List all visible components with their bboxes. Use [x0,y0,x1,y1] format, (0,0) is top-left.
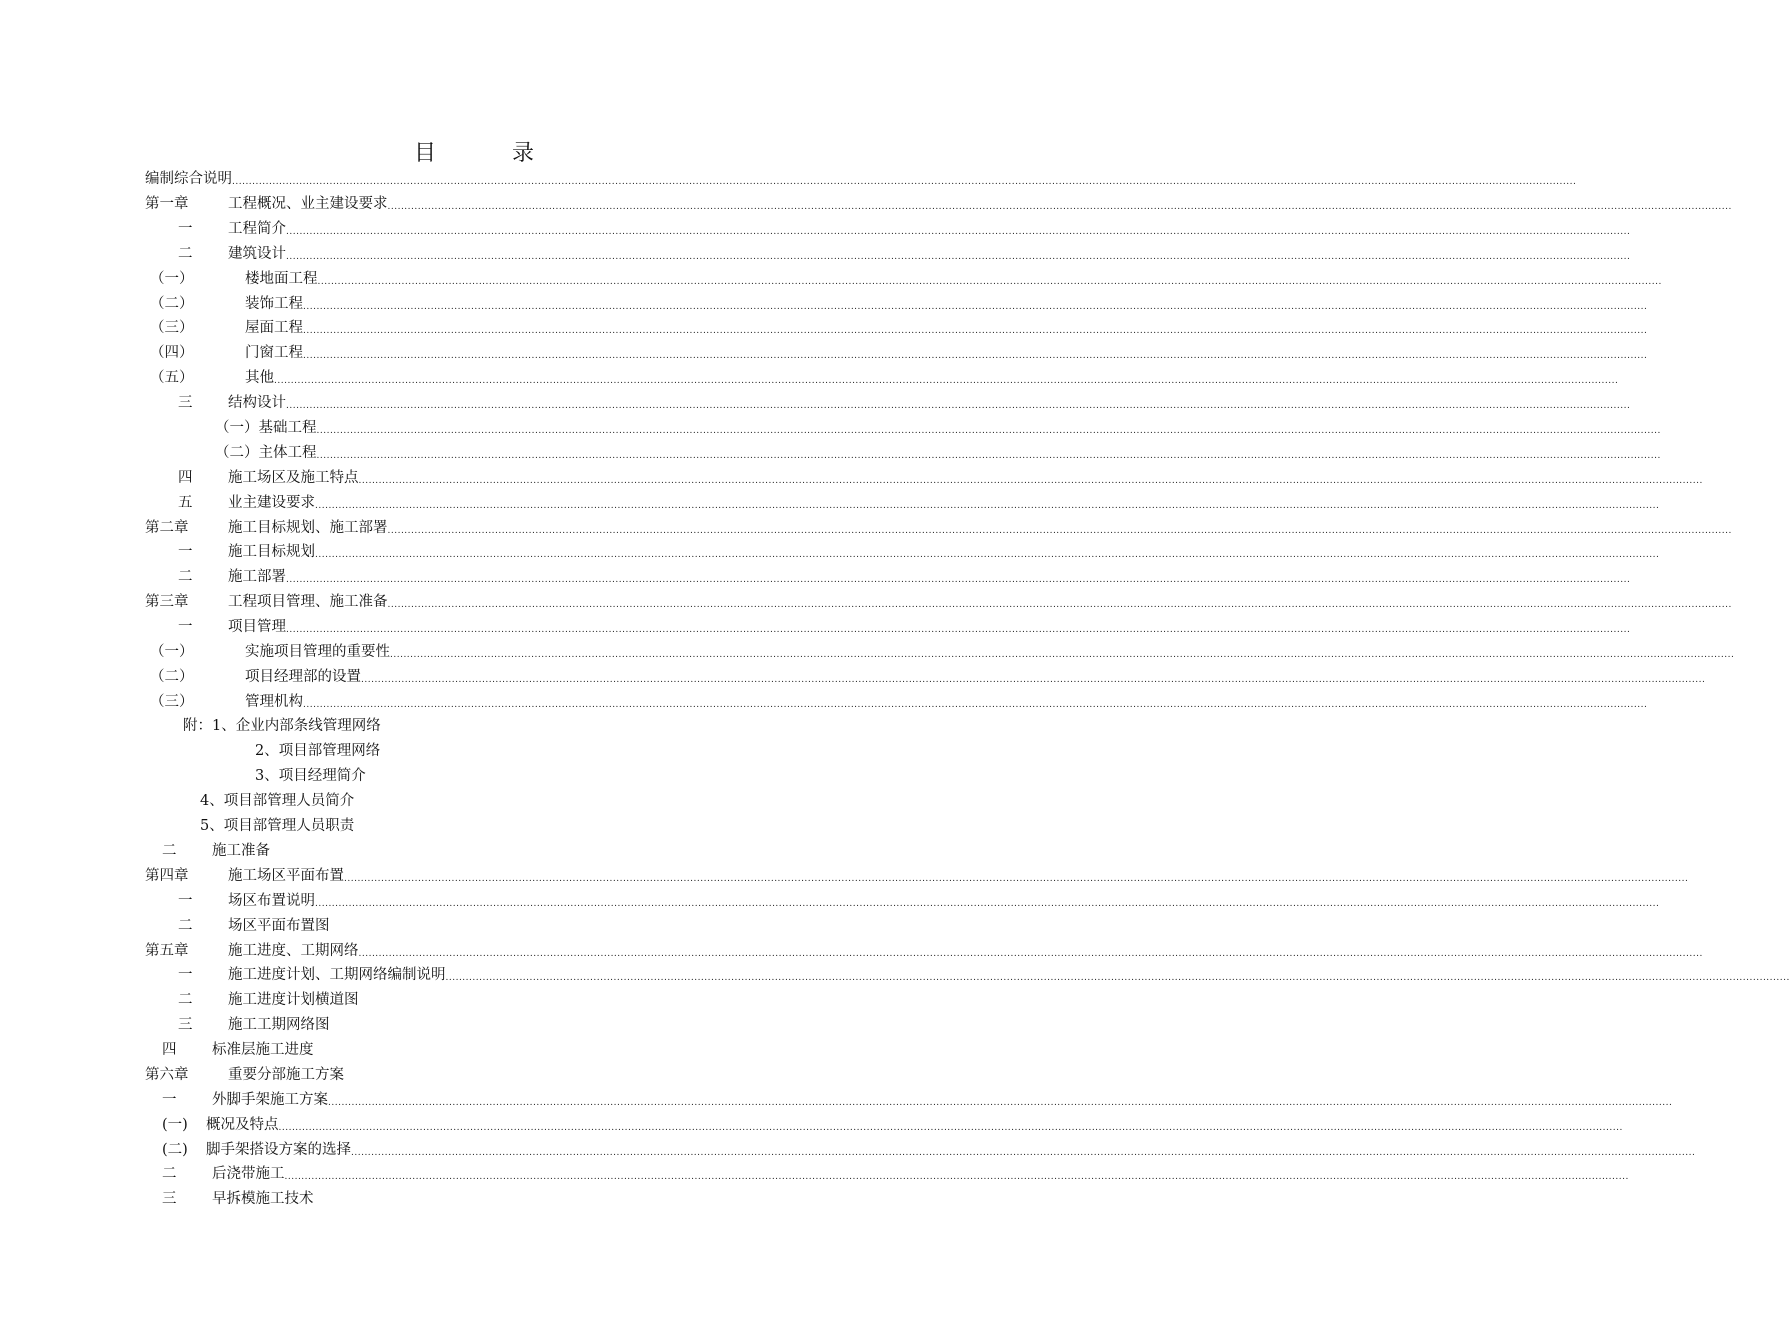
toc-entry-title: 3、项目经理简介 [255,768,366,784]
toc-entry-number: （二） [150,669,194,685]
toc-dot-leader: ................................................................................................................................................................................................................................................................................................................................................................................................................ [232,177,1577,187]
toc-entry-title: 5、项目部管理人员职责 [200,818,355,834]
toc-entry[interactable] [245,667,1706,687]
toc-entry-number: (二) [162,1142,188,1158]
toc-entry-number: 一 [162,1092,177,1108]
toc-entry-title: 重要分部施工方案 [228,1067,344,1083]
toc-entry-title: 楼地面工程 [245,271,318,287]
toc-entry-title: 施工目标规划、施工部署 [228,520,388,536]
toc-entry-number: 第四章 [145,868,189,884]
toc-entry-number: 三 [162,1191,177,1207]
toc-entry[interactable] [215,418,1661,438]
toc-dot-leader: ................................................................................................................................................................................................................................................................................................................................................................................................................ [315,501,1660,511]
toc-entry-title: 概况及特点 [206,1117,279,1133]
toc-entry[interactable] [228,194,1732,214]
toc-entry[interactable] [200,816,354,836]
toc-dot-leader: ................................................................................................................................................................................................................................................................................................................................................................................................................ [358,476,1703,486]
toc-dot-leader: ................................................................................................................................................................................................................................................................................................................................................................................................................ [317,277,1662,287]
toc-entry-title: 工程简介 [228,221,286,237]
toc-entry-number: 第三章 [145,594,189,610]
toc-entry-title: 施工部署 [228,569,286,585]
toc-entry[interactable] [228,1065,344,1085]
toc-entry[interactable] [212,1090,1673,1110]
toc-dot-leader: ................................................................................................................................................................................................................................................................................................................................................................................................................ [316,451,1661,461]
toc-entry[interactable] [228,916,330,936]
toc-entry[interactable] [228,891,1660,911]
toc-entry-number: （四） [150,345,194,361]
toc-entry-title: （一）基础工程 [215,420,317,436]
toc-entry-title: 施工进度计划横道图 [228,992,359,1008]
toc-entry-title: 工程概况、业主建设要求 [228,196,388,212]
toc-dot-leader: ................................................................................................................................................................................................................................................................................................................................................................................................................ [315,550,1660,560]
toc-entry-title: 屋面工程 [245,320,303,336]
toc-entry[interactable] [228,941,1703,961]
toc-entry-number: 二 [178,918,193,934]
toc-entry-title: 后浇带施工 [212,1166,285,1182]
toc-entry[interactable] [228,592,1732,612]
toc-dot-leader: ................................................................................................................................................................................................................................................................................................................................................................................................................ [445,973,1790,983]
toc-entry-title: 早拆模施工技术 [212,1191,314,1207]
toc-entry[interactable] [228,990,359,1010]
toc-entry-number: 第六章 [145,1067,189,1083]
toc-entry[interactable] [228,244,1631,264]
toc-entry-title: 施工目标规划 [228,544,315,560]
toc-dot-leader: ................................................................................................................................................................................................................................................................................................................................................................................................................ [303,351,1648,361]
toc-dot-leader: ................................................................................................................................................................................................................................................................................................................................................................................................................ [303,326,1648,336]
toc-entry-number: 四 [162,1042,177,1058]
toc-dot-leader: ................................................................................................................................................................................................................................................................................................................................................................................................................ [344,874,1689,884]
toc-entry-title: 外脚手架施工方案 [212,1092,328,1108]
toc-entry[interactable] [215,443,1661,463]
toc-dot-leader: ................................................................................................................................................................................................................................................................................................................................................................................................................ [387,600,1732,610]
toc-entry-number: 一 [178,893,193,909]
toc-entry[interactable] [245,269,1662,289]
toc-entry-title: 其他 [245,370,274,386]
toc-entry-number: 二 [178,246,193,262]
toc-dot-leader: ................................................................................................................................................................................................................................................................................................................................................................................................................ [387,526,1732,536]
toc-entry-number: （三） [150,320,194,336]
toc-dot-leader: ................................................................................................................................................................................................................................................................................................................................................................................................................ [387,202,1732,212]
toc-entry-title: 建筑设计 [228,246,286,262]
toc-entry[interactable] [206,1115,1623,1135]
toc-entry-number: 第二章 [145,520,189,536]
toc-entry[interactable] [228,1015,330,1035]
toc-entry[interactable] [245,318,1648,338]
toc-entry[interactable] [255,766,366,786]
toc-dot-leader: ................................................................................................................................................................................................................................................................................................................................................................................................................ [303,302,1648,312]
toc-entry-number: 二 [178,569,193,585]
toc-entry-number: 五 [178,495,193,511]
toc-title-char-1: 目 [413,141,438,166]
toc-entry[interactable] [228,567,1631,587]
toc-entry-number: （一） [150,271,194,287]
toc-entry-number: 一 [178,221,193,237]
toc-entry-title: 施工进度计划、工期网络编制说明 [228,967,446,983]
toc-entry-number: 四 [178,470,193,486]
toc-entry[interactable] [145,169,1577,189]
toc-entry-title: 实施项目管理的重要性 [245,644,390,660]
toc-entry-title: 管理机构 [245,694,303,710]
toc-entry-number: 一 [178,544,193,560]
toc-entry-title: 场区平面布置图 [228,918,330,934]
toc-dot-leader: ................................................................................................................................................................................................................................................................................................................................................................................................................ [315,899,1660,909]
toc-dot-leader: ................................................................................................................................................................................................................................................................................................................................................................................................................ [286,575,1631,585]
toc-entry-title: 附：1、企业内部条线管理网络 [183,718,381,734]
toc-entry[interactable] [245,343,1648,363]
toc-entry-title: 场区布置说明 [228,893,315,909]
toc-entry-title: 工程项目管理、施工准备 [228,594,388,610]
toc-entry-number: 二 [178,992,193,1008]
toc-entry-title: 业主建设要求 [228,495,315,511]
toc-dot-leader: ................................................................................................................................................................................................................................................................................................................................................................................................................ [274,376,1619,386]
toc-entry[interactable] [228,617,1631,637]
toc-entry-title: 施工场区平面布置 [228,868,344,884]
toc-entry-number: 二 [162,1166,177,1182]
toc-entry-title: 脚手架搭设方案的选择 [206,1142,351,1158]
toc-entry-title: （二）主体工程 [215,445,317,461]
toc-entry[interactable] [228,219,1631,239]
toc-entry-number: 一 [178,967,193,983]
toc-dot-leader: ................................................................................................................................................................................................................................................................................................................................................................................................................ [316,426,1661,436]
toc-entry-number: （二） [150,296,194,312]
toc-dot-leader: ................................................................................................................................................................................................................................................................................................................................................................................................................ [286,252,1631,262]
toc-dot-leader: ................................................................................................................................................................................................................................................................................................................................................................................................................ [361,675,1706,685]
toc-entry-title: 项目经理部的设置 [245,669,361,685]
toc-entry-title: 项目管理 [228,619,286,635]
toc-entry-title: 装饰工程 [245,296,303,312]
toc-dot-leader: ................................................................................................................................................................................................................................................................................................................................................................................................................ [284,1172,1629,1182]
toc-entry[interactable] [212,1164,1629,1184]
toc-entry-number: （五） [150,370,194,386]
toc-entry[interactable] [245,642,1735,662]
toc-entry[interactable] [183,716,381,736]
toc-entry[interactable] [212,841,270,861]
toc-dot-leader: ................................................................................................................................................................................................................................................................................................................................................................................................................ [328,1098,1673,1108]
toc-dot-leader: ................................................................................................................................................................................................................................................................................................................................................................................................................ [278,1123,1623,1133]
toc-entry[interactable] [245,692,1648,712]
toc-entry-title: 标准层施工进度 [212,1042,314,1058]
toc-entry[interactable] [228,518,1732,538]
toc-entry-title: 施工工期网络图 [228,1017,330,1033]
toc-entry-number: 三 [178,1017,193,1033]
toc-entry-number: 三 [178,395,193,411]
toc-entry-title: 施工准备 [212,843,270,859]
toc-entry[interactable] [200,791,354,811]
toc-dot-leader: ................................................................................................................................................................................................................................................................................................................................................................................................................ [351,1148,1696,1158]
toc-entry[interactable] [245,368,1619,388]
toc-entry-number: 第一章 [145,196,189,212]
toc-entry-number: 二 [162,843,177,859]
toc-entry[interactable] [228,866,1689,886]
toc-dot-leader: ................................................................................................................................................................................................................................................................................................................................................................................................................ [390,650,1735,660]
toc-dot-leader: ................................................................................................................................................................................................................................................................................................................................................................................................................ [286,401,1631,411]
toc-entry[interactable] [228,468,1703,488]
toc-title-char-2: 录 [512,141,537,166]
toc-dot-leader: ................................................................................................................................................................................................................................................................................................................................................................................................................ [358,949,1703,959]
toc-entry[interactable] [228,965,1790,985]
toc-entry-title: 4、项目部管理人员简介 [200,793,355,809]
toc-entry[interactable] [255,741,380,761]
toc-title [0,136,950,167]
toc-dot-leader: ................................................................................................................................................................................................................................................................................................................................................................................................................ [303,700,1648,710]
toc-entry[interactable] [206,1140,1696,1160]
toc-entry-number: 一 [178,619,193,635]
toc-entry-number: 第五章 [145,943,189,959]
toc-entry-number: （三） [150,694,194,710]
toc-entry-title: 2、项目部管理网络 [255,743,381,759]
toc-entry[interactable] [212,1189,314,1209]
toc-dot-leader: ................................................................................................................................................................................................................................................................................................................................................................................................................ [286,227,1631,237]
toc-entry-number: (一) [162,1117,188,1133]
toc-entry-title: 门窗工程 [245,345,303,361]
toc-entry[interactable] [228,493,1660,513]
toc-entry-title: 施工进度、工期网络 [228,943,359,959]
toc-entry-title: 施工场区及施工特点 [228,470,359,486]
toc-entry[interactable] [228,393,1631,413]
toc-dot-leader: ................................................................................................................................................................................................................................................................................................................................................................................................................ [286,625,1631,635]
toc-entry[interactable] [212,1040,314,1060]
toc-entry[interactable] [228,542,1660,562]
toc-entry-title: 结构设计 [228,395,286,411]
toc-entry[interactable] [245,294,1648,314]
toc-entry-title: 编制综合说明 [145,171,232,187]
toc-entry-number: （一） [150,644,194,660]
